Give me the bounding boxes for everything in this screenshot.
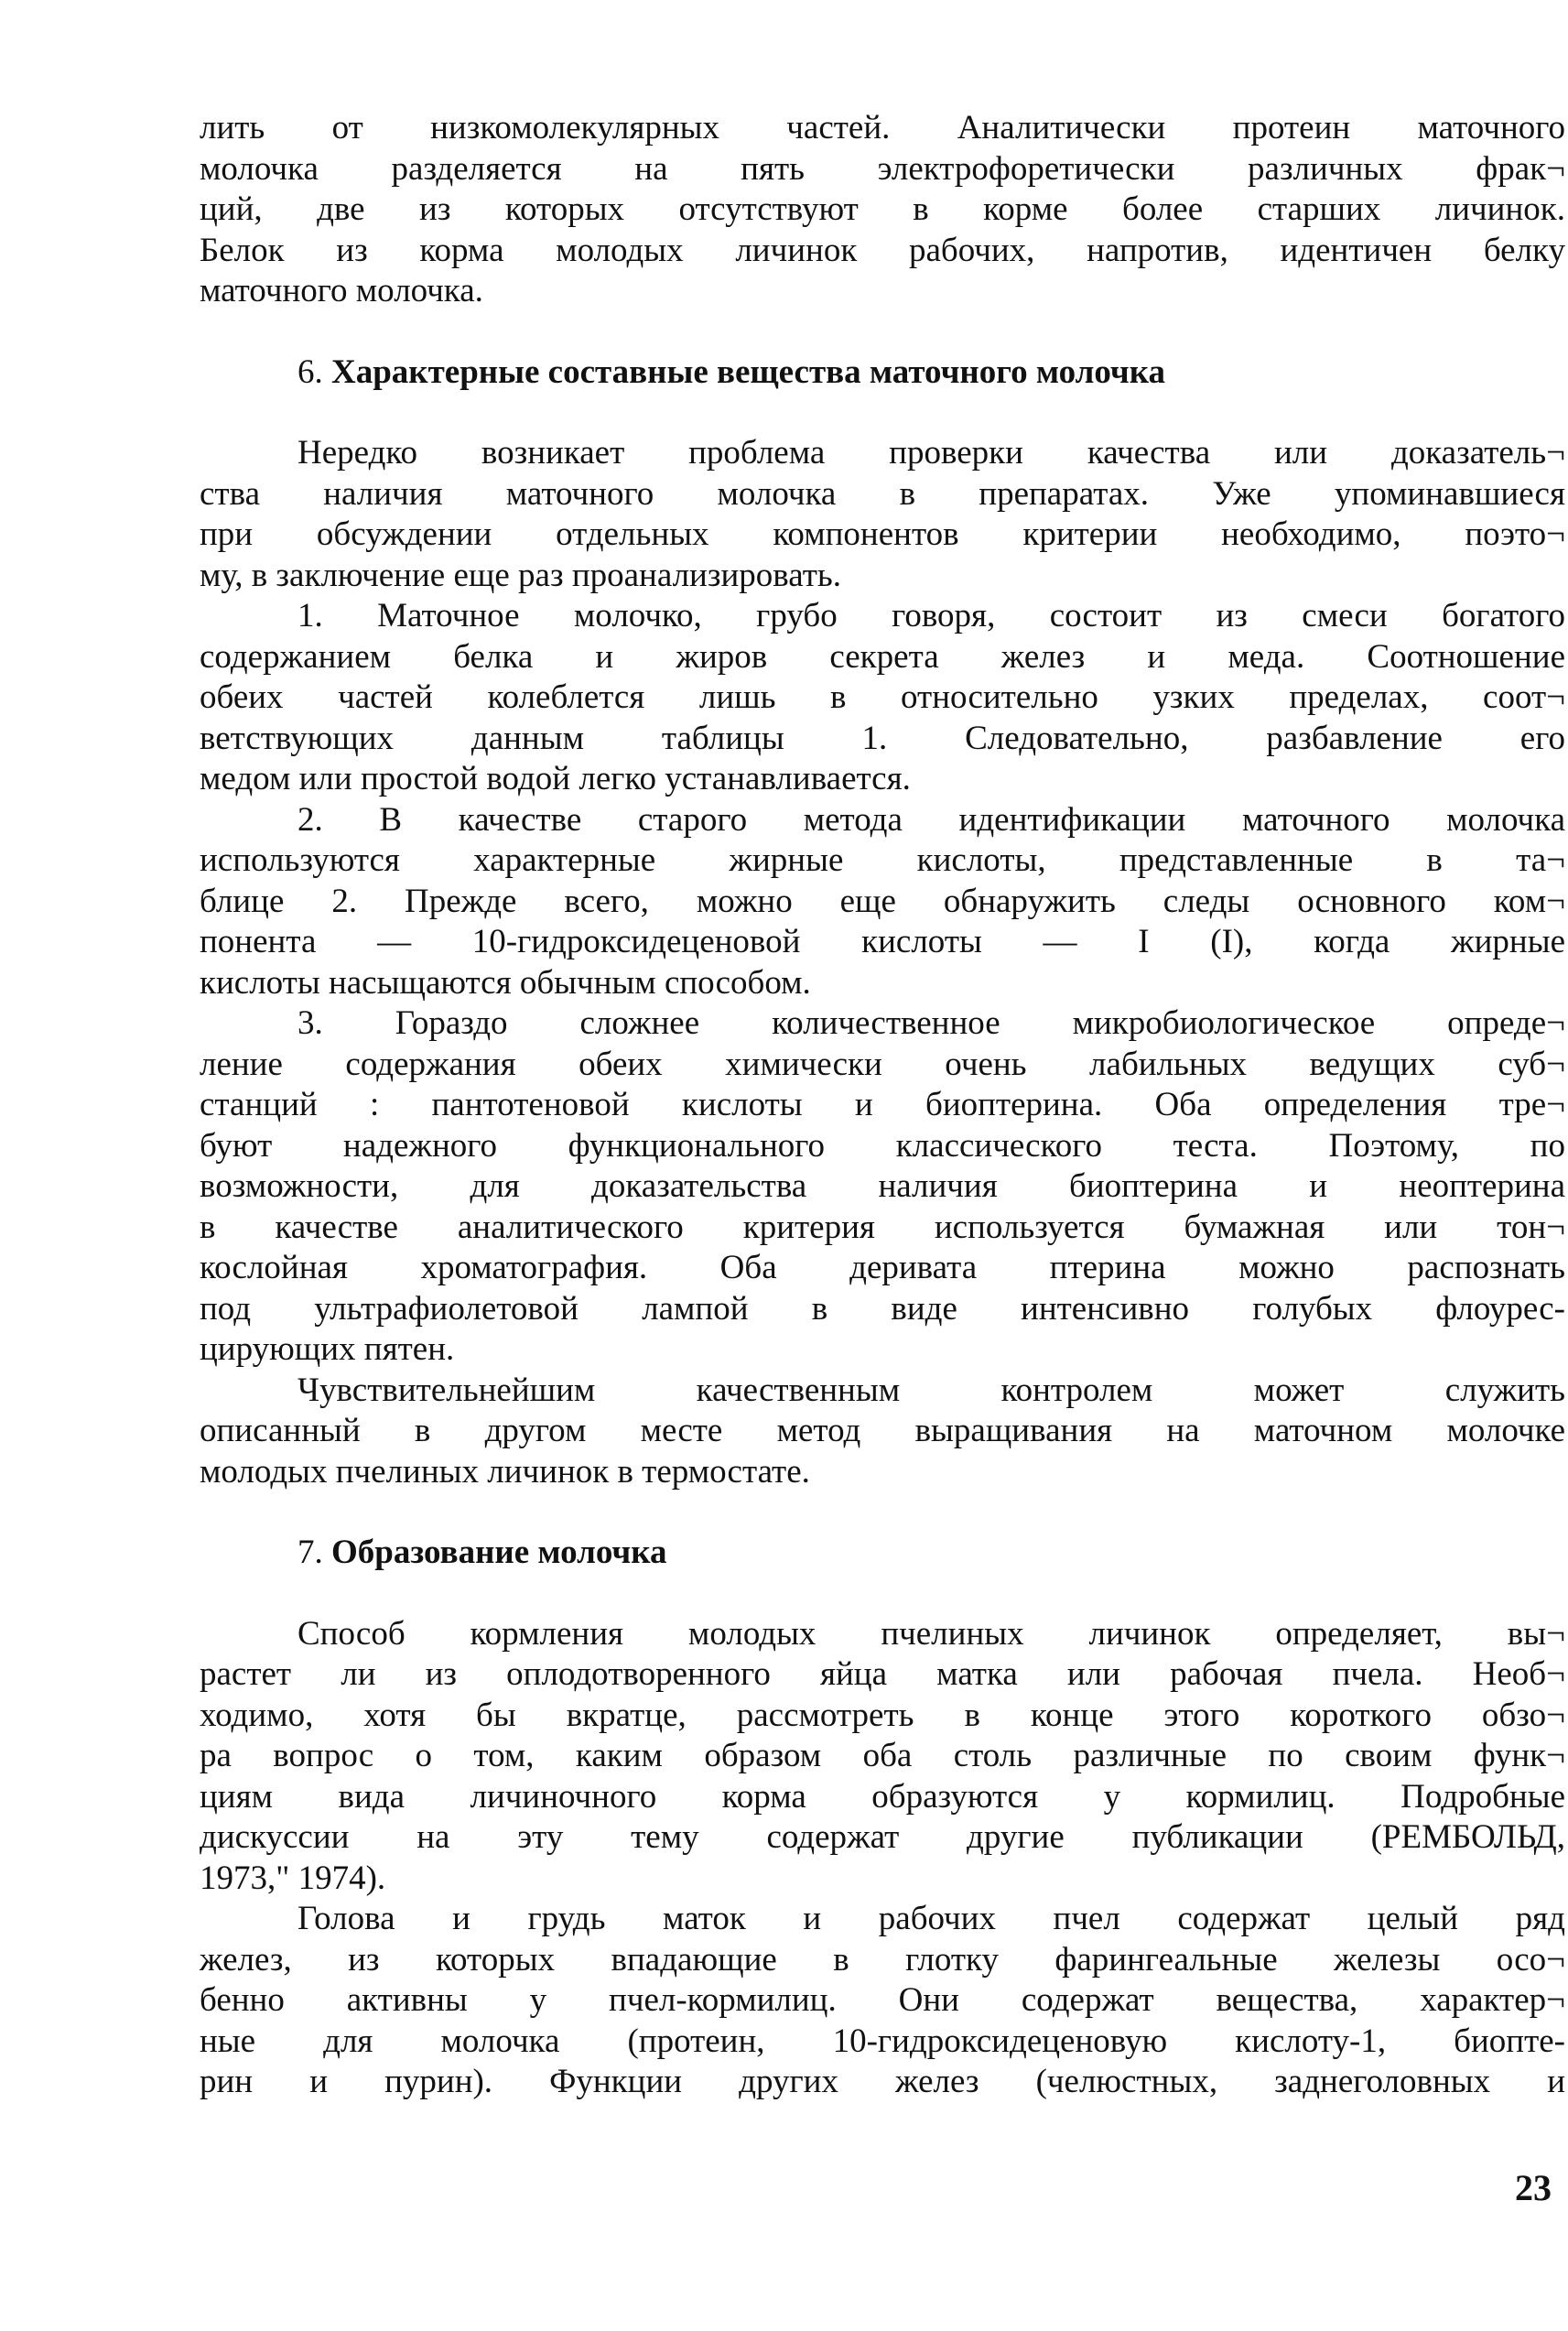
- text-line: бенно активны у пчел-кормилиц. Они содержат вещества, характер¬: [200, 1981, 1565, 2019]
- text-line: маточного молочка.: [200, 272, 483, 309]
- section-7-title: Образование молочка: [331, 1534, 667, 1571]
- text-line: станций : пантотеновой кислоты и биоптерина. Оба определения тре¬: [200, 1086, 1565, 1123]
- text-line: ные для молочка (протеин, 10-гидроксидеценовую кислоту-1, биопте-: [200, 2022, 1565, 2060]
- text-line: кислоты насыщаются обычным способом.: [200, 963, 811, 1002]
- text-line: Способ кормления молодых пчелиных личинок определяет, вы¬: [297, 1614, 1565, 1653]
- section-6-closing: [200, 1371, 1565, 1493]
- text-line: дискуссии на эту тему содержат другие публикации (РЕМБОЛЬД,: [200, 1818, 1565, 1856]
- text-line: возможности, для доказательства наличия биоптерина и неоптерина: [200, 1167, 1565, 1205]
- text-line: описанный в другом месте метод выращивания на маточном молочке: [200, 1412, 1565, 1449]
- text-line: цирующих пятен.: [200, 1330, 455, 1368]
- text-line: лить от низкомолекулярных частей. Аналитически протеин маточного: [200, 109, 1565, 146]
- text-line: кослойная хроматография. Оба деривата птерина можно распознать: [200, 1249, 1565, 1286]
- text-line: молодых пчелиных личинок в термостате.: [200, 1452, 810, 1491]
- text-line: 2. В качестве старого метода идентификации маточного молочка: [297, 800, 1565, 839]
- text-line: му, в заключение еще раз проанализировать.: [200, 556, 842, 594]
- text-line: Нередко возникает проблема проверки качества или доказатель¬: [297, 434, 1565, 472]
- text-line: блице 2. Прежде всего, можно еще обнаружить следы основного ком¬: [200, 882, 1565, 920]
- text-line: буют надежного функционального классического теста. Поэтому, по: [200, 1126, 1565, 1165]
- section-6-item-2: [200, 800, 1565, 1004]
- text-line: Белок из корма молодых личинок рабочих, напротив, идентичен белку: [200, 231, 1565, 269]
- text-line: Голова и грудь маток и рабочих пчел содержат целый ряд: [297, 1900, 1565, 1937]
- page-body: [200, 108, 1565, 2103]
- text-line: в качестве аналитического критерия используется бумажная или тон¬: [200, 1208, 1565, 1246]
- text-line: ства наличия маточного молочка в препаратах. Уже упоминавшиеся: [200, 474, 1565, 513]
- section-6-intro: [200, 433, 1565, 596]
- text-line: растет ли из оплодотворенного яйца матка или рабочая пчела. Необ¬: [200, 1655, 1565, 1693]
- section-6-title: Характерные составные вещества маточного молочка: [331, 352, 1166, 391]
- text-line: 3. Гораздо сложнее количественное микробиологическое опреде¬: [297, 1004, 1565, 1042]
- text-line: при обсуждении отдельных компонентов критерии необходимо, поэто¬: [200, 515, 1565, 553]
- page-number: 23: [1515, 2167, 1552, 2208]
- text-line: рин и пурин). Функции других желез (челюстных, заднеголовных и: [200, 2063, 1565, 2100]
- text-line: обеих частей колеблется лишь в относительно узких пределах, соот¬: [200, 678, 1565, 716]
- text-line: молочка разделяется на пять электрофоретически различных фрак¬: [200, 149, 1565, 188]
- text-line: под ультрафиолетовой лампой в виде интенсивно голубых флоурес-: [200, 1289, 1565, 1328]
- text-line: используются характерные жирные кислоты, представленные в та¬: [200, 841, 1565, 879]
- section-7-heading: [200, 1533, 1565, 1574]
- text-line: Чувствительнейшим качественным контролем может служить: [297, 1371, 1565, 1409]
- section-7-number: 7.: [297, 1534, 323, 1571]
- text-line: 1. Маточное молочко, грубо говоря, состоит из смеси богатого: [297, 597, 1565, 634]
- text-line: медом или простой водой легко устанавливается.: [200, 760, 911, 797]
- text-line: ходимо, хотя бы вкратце, рассмотреть в конце этого короткого обзо¬: [200, 1696, 1565, 1734]
- text-line: ление содержания обеих химически очень лабильных ведущих суб¬: [200, 1045, 1565, 1083]
- text-line: ций, две из которых отсутствуют в корме более старших личинок.: [200, 190, 1565, 228]
- text-line: циям вида личиночного корма образуются у кормилиц. Подробные: [200, 1777, 1565, 1816]
- section-6-heading: [200, 352, 1565, 394]
- text-line: содержанием белка и жиров секрета желез и меда. Соотношение: [200, 637, 1565, 676]
- text-line: желез, из которых впадающие в глотку фарингеальные железы осо¬: [200, 1940, 1565, 1979]
- section-6-number: 6.: [297, 352, 323, 391]
- section-7-paragraph-1: [200, 1614, 1565, 1900]
- section-7-paragraph-2: [200, 1899, 1565, 2103]
- text-line: ра вопрос о том, каким образом оба столь различные по своим функ¬: [200, 1737, 1565, 1774]
- section-6-item-3: [200, 1003, 1565, 1371]
- text-line: ветствующих данным таблицы 1. Следовательно, разбавление его: [200, 719, 1565, 757]
- top-paragraph: [200, 108, 1565, 312]
- section-6-item-1: [200, 596, 1565, 800]
- text-line: понента — 10-гидроксидеценовой кислоты — I (I), когда жирные: [200, 923, 1565, 960]
- text-line: 1973," 1974).: [200, 1859, 386, 1897]
